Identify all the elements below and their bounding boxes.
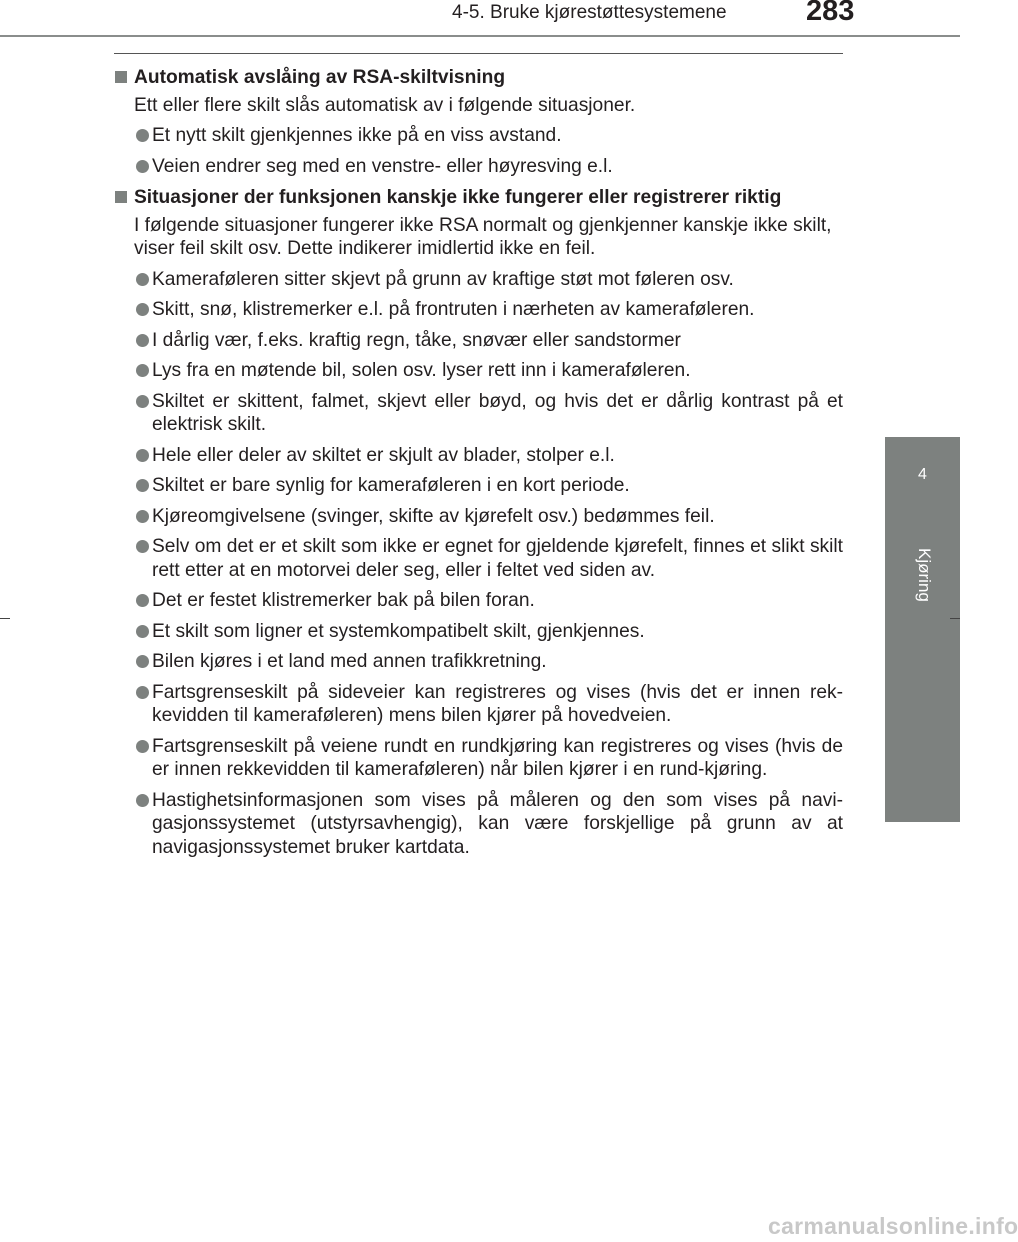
list-item: Fartsgrenseskilt på veiene rundt en rundkjøring kan registreres og vises (hvis de er innen rekkevidden til kameraføleren) når bilen kjører i en rund-kjøring. (114, 735, 843, 782)
header-rule (0, 35, 960, 37)
square-bullet-icon (115, 191, 127, 203)
circle-bullet-icon (136, 334, 149, 347)
circle-bullet-icon (136, 594, 149, 607)
circle-bullet-icon (136, 686, 149, 699)
section-limitations (114, 186, 843, 859)
chapter-label: Kjøring (915, 548, 934, 602)
list-item: Et skilt som ligner et systemkompatibelt skilt, gjenkjennes. (114, 620, 843, 644)
circle-bullet-icon (136, 395, 149, 408)
watermark-logo: carmanualsonline.info (768, 1213, 1018, 1239)
list-item: Skiltet er skittent, falmet, skjevt eller bøyd, og hvis det er dårlig kontrast på et elektrisk skilt. (114, 390, 843, 437)
page-number: 283 (806, 0, 855, 27)
list-item: Veien endrer seg med en venstre- eller høyresving e.l. (114, 155, 843, 179)
circle-bullet-icon (136, 794, 149, 807)
list-item: Kjøreomgivelsene (svinger, skifte av kjørefelt osv.) bedømmes feil. (114, 505, 843, 529)
page-content (114, 66, 843, 859)
list-item: Et nytt skilt gjenkjennes ikke på en viss avstand. (114, 124, 843, 148)
list-item: Det er festet klistremerker bak på bilen foran. (114, 589, 843, 613)
list-item: Skiltet er bare synlig for kameraføleren i en kort periode. (114, 474, 843, 498)
crop-mark-right (950, 618, 960, 619)
list-item: Lys fra en møtende bil, solen osv. lyser rett inn i kameraføleren. (114, 359, 843, 383)
list-item: Hele eller deler av skiltet er skjult av blader, stolper e.l. (114, 444, 843, 468)
chapter-side-tab (885, 437, 960, 822)
circle-bullet-icon (136, 449, 149, 462)
running-header-title: 4-5. Bruke kjørestøttesystemene (452, 2, 727, 23)
list-item: Selv om det er et skilt som ikke er egnet for gjeldende kjørefelt, finnes et slikt skilt rett etter at en motorvei deler seg, eller i feltet ved siden av. (114, 535, 843, 582)
circle-bullet-icon (136, 625, 149, 638)
section-heading: Automatisk avslåing av RSA-skiltvisning (114, 66, 843, 90)
circle-bullet-icon (136, 160, 149, 173)
list-item: Hastighetsinformasjonen som vises på måleren og den som vises på navi-gasjonssystemet (utstyrsavhengig), kan være forskjellige på grunn av at navigasjonssystemet bruker kartdata. (114, 789, 843, 860)
section-intro: Ett eller flere skilt slås automatisk av i følgende situasjoner. (134, 94, 636, 116)
circle-bullet-icon (136, 740, 149, 753)
list-item: Skitt, snø, klistremerker e.l. på frontruten i nærheten av kameraføleren. (114, 298, 843, 322)
crop-mark-left (0, 618, 10, 619)
circle-bullet-icon (136, 479, 149, 492)
circle-bullet-icon (136, 655, 149, 668)
section-heading: Situasjoner der funksjonen kanskje ikke fungerer eller registrerer riktig (114, 186, 843, 210)
section-intro: I følgende situasjoner fungerer ikke RSA normalt og gjenkjenner kanskje ikke skilt, viser feil skilt osv. Dette indikerer imidlertid ikke en feil. (134, 214, 832, 259)
square-bullet-icon (115, 71, 127, 83)
list-item: I dårlig vær, f.eks. kraftig regn, tåke, snøvær eller sandstormer (114, 329, 843, 353)
list-item: Kameraføleren sitter skjevt på grunn av kraftige støt mot føleren osv. (114, 268, 843, 292)
content-rule (114, 53, 843, 54)
chapter-number: 4 (918, 466, 927, 483)
circle-bullet-icon (136, 303, 149, 316)
circle-bullet-icon (136, 364, 149, 377)
circle-bullet-icon (136, 510, 149, 523)
list-item: Fartsgrenseskilt på sideveier kan registreres og vises (hvis det er innen rek-kevidden til kameraføleren) mens bilen kjører på hovedveien. (114, 681, 843, 728)
circle-bullet-icon (136, 540, 149, 553)
list-item: Bilen kjøres i et land med annen trafikkretning. (114, 650, 843, 674)
circle-bullet-icon (136, 273, 149, 286)
circle-bullet-icon (136, 129, 149, 142)
section-auto-off (114, 66, 843, 178)
